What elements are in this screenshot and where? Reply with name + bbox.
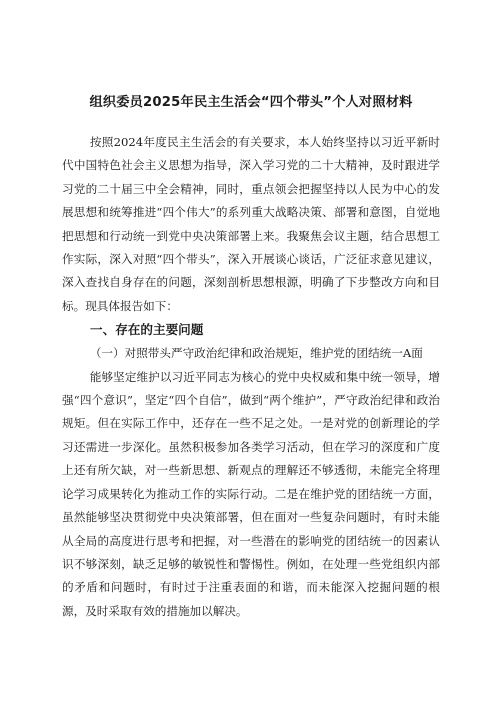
intro-paragraph: 按照2024年度民主生活会的有关要求，本人始终坚持以习近平新时代中国特色社会主义思想为指导，深入学习党的二十大精神，及时跟进学习党的二十届三中全会精神，同时，重点领会把握坚持以人民为中心的发展思想和统筹推进“四个伟大”的系列重大战略决策、部署和意图，自觉地把思想和行动统一到党中央决策部署上来。我聚焦会议主题，结合思想工作实际，深入对照“四个带头”，深入开展谈心谈话，广泛征求意见建议，深入查找自身存在的问题，深刻剖析思想根源，明确了下步整改方向和目标。现具体报告如下： <box>62 135 440 313</box>
section-heading: 一、存在的主要问题 <box>90 322 204 338</box>
subsection-paragraph: 能够坚定维护以习近平同志为核心的党中央权威和集中统一领导，增强“四个意识”，坚定“四个自信”，做到“两个维护”，严守政治纪律和政治规矩。但在实际工作中，还存在一些不足之处。一是对党的创新理论的学习还需进一步深化。虽然积极参加各类学习活动，但在学习的深度和广度上还有所欠缺，对一些新思想、新观点的理解还不够透彻，未能完全将理论学习成果转化为推动工作的实际行动。二是在维护党的团结统一方面，虽然能够坚决贯彻党中央决策部署，但在面对一些复杂问题时，有时未能从全局的高度进行思考和把握，对一些潜在的影响党的团结统一的因素认识不够深刻，缺乏足够的敏锐性和警惕性。例如，在处理一些党组织内部的矛盾和问题时，有时过于注重表面的和谐，而未能深入挖掘问题的根源，及时采取有效的措施加以解决。 <box>62 369 440 618</box>
subsection-heading: （一）对照带头严守政治纪律和政治规矩，维护党的团结统一A面 <box>89 346 423 361</box>
document-body <box>62 131 440 623</box>
document-title: 组织委员2025年民主生活会“四个带头”个人对照材料 <box>89 95 413 110</box>
